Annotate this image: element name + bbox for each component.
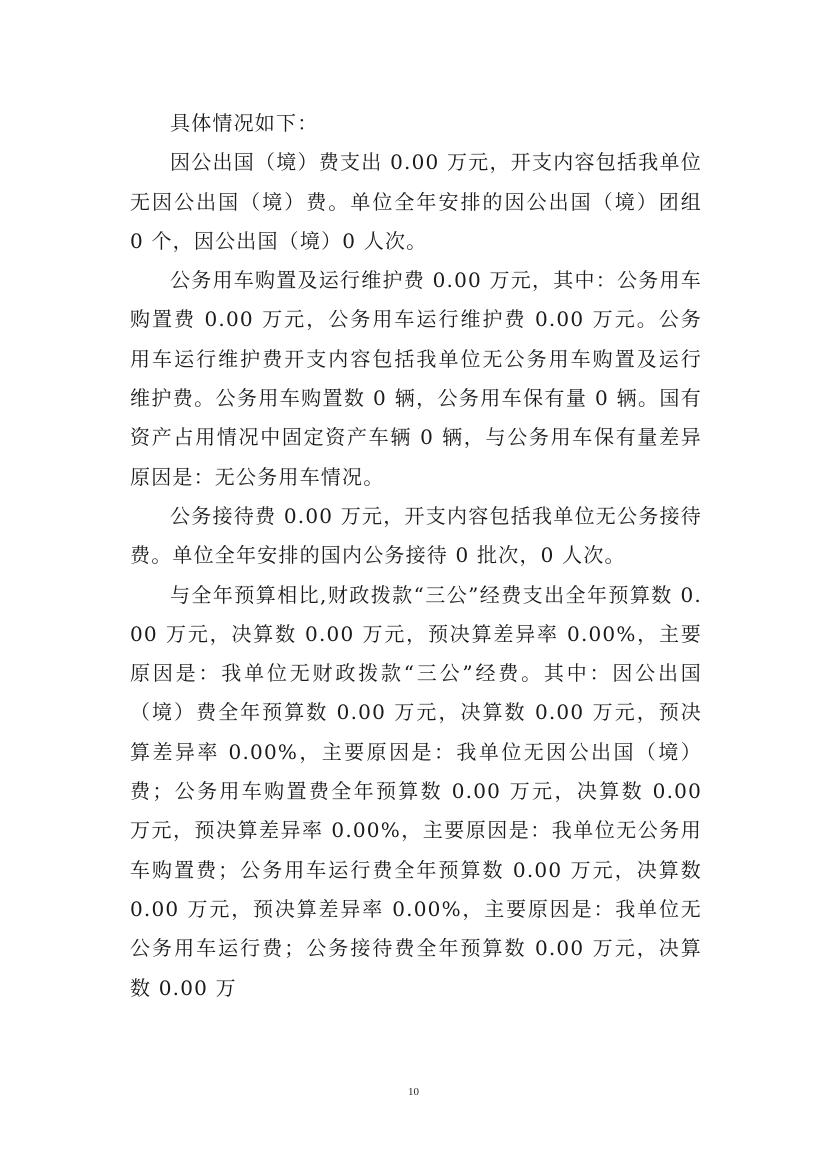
paragraph-official-vehicles: 公务用车购置及运行维护费 0.00 万元，其中：公务用车购置费 0.00 万元，公务用车运行维护费 0.00 万元。公务用车运行维护费开支内容包括我单位无公务用车购置及运行维护费。公务用车购置数 0 辆，公务用车保有量 0 辆。国有资产占用情况中固定资产车辆 0 辆，与公务用车保有量差异原因是：无公务用车情况。 — [130, 268, 702, 489]
paragraph-overseas-travel: 因公出国（境）费支出 0.00 万元，开支内容包括我单位无因公出国（境）费。单位全年安排的因公出国（境）团组 0 个，因公出国（境）0 人次。 — [130, 150, 702, 253]
paragraph-official-reception: 公务接待费 0.00 万元，开支内容包括我单位无公务接待费。单位全年安排的国内公务接待 0 批次，0 人次。 — [130, 503, 702, 568]
body-text — [130, 104, 702, 1008]
paragraph-budget-comparison: 与全年预算相比,财政拨款“三公”经费支出全年预算数 0.00 万元，决算数 0.00 万元，预决算差异率 0.00%，主要原因是：我单位无财政拨款“三公”经费。其中：因公出国（境）费全年预算数 0.00 万元，决算数 0.00 万元，预决算差异率 0.00%，主要原因是：我单位无因公出国（境）费；公务用车购置费全年预算数 0.00 万元，决算数 0.00 万元，预决算差异率 0.00%，主要原因是：我单位无公务用车购置费；公务用车运行费全年预算数 0.00 万元，决算数 0.00 万元，预决算差异率 0.00%，主要原因是：我单位无公务用车运行费；公务接待费全年预算数 0.00 万元，决算数 0.00 万 — [130, 582, 702, 1000]
paragraph-intro: 具体情况如下： — [170, 111, 319, 135]
page-number: 10 — [408, 1086, 419, 1098]
